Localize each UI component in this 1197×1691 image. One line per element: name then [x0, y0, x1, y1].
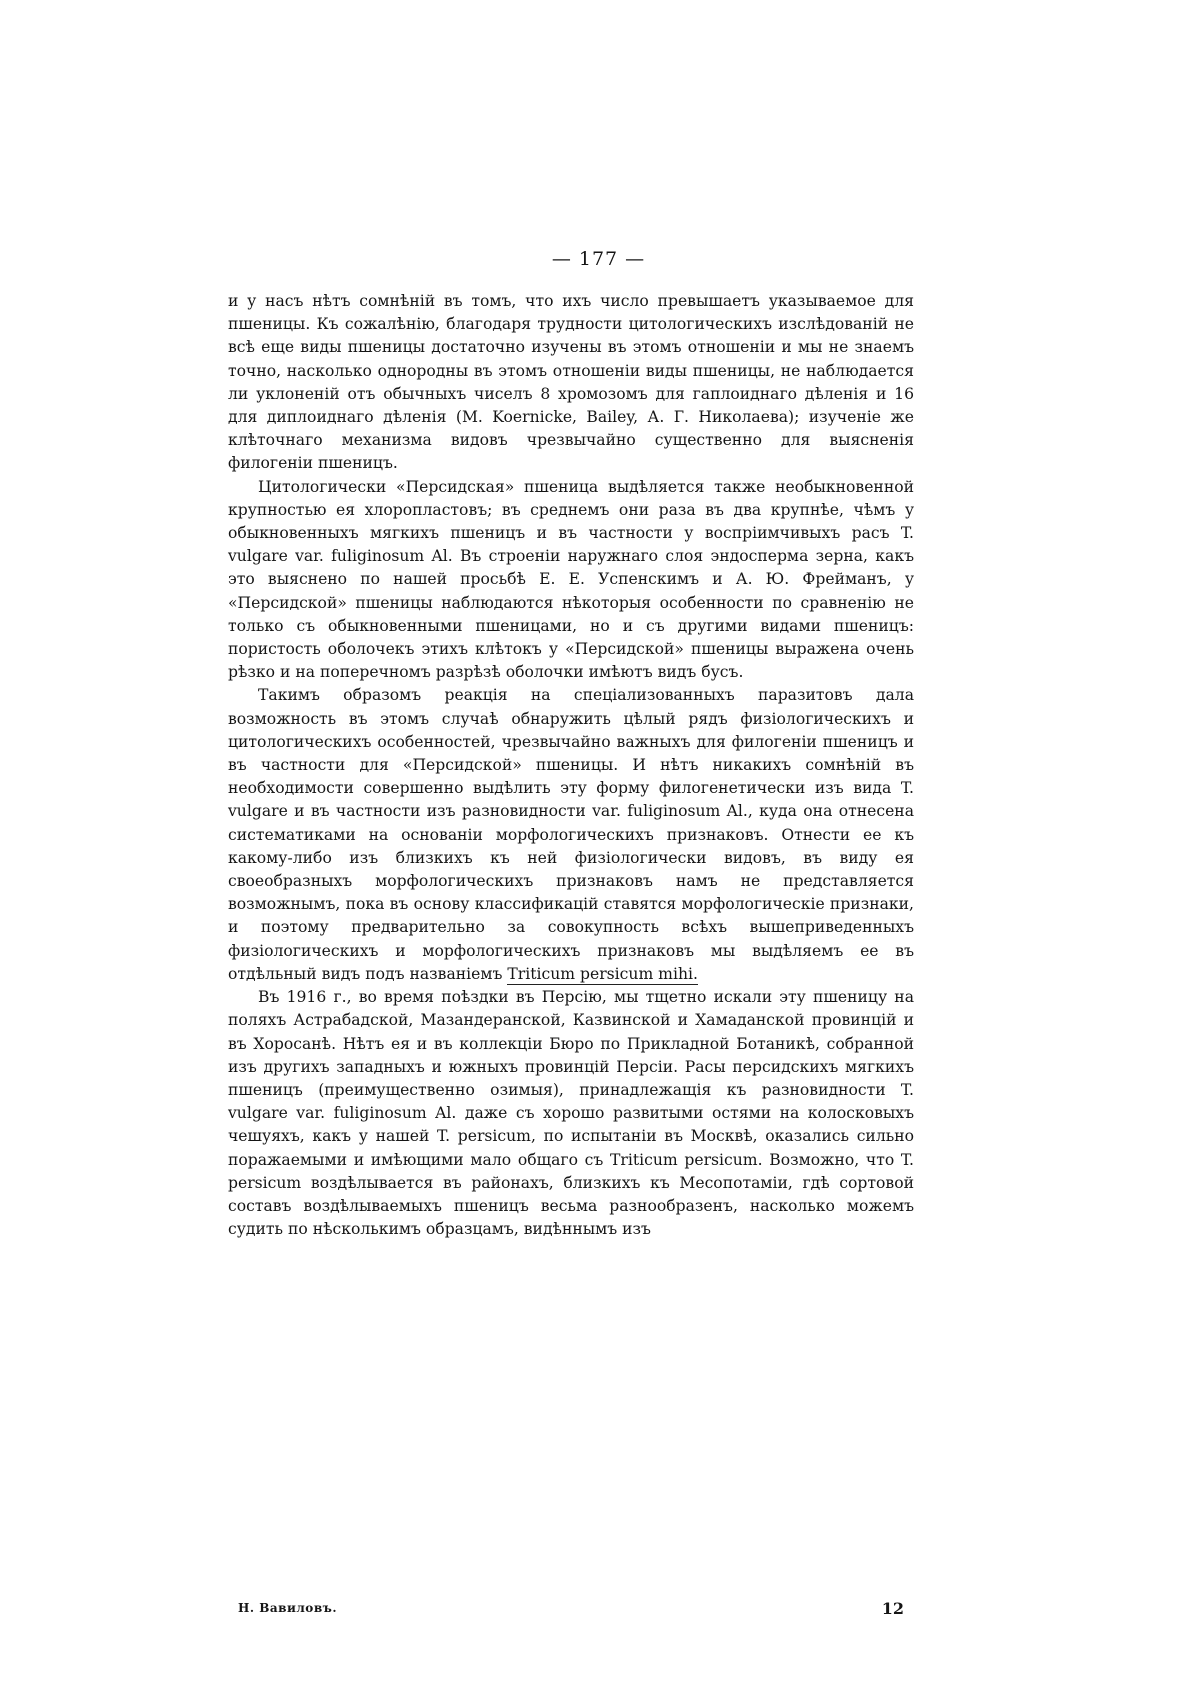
footer-author: Н. Вавиловъ.	[238, 1601, 338, 1615]
page-number: — 177 —	[551, 248, 646, 270]
paragraph-2: Цитологически «Персидская» пшеница выдѣляется также необыкновенной крупностью ея хлоропластовъ; въ среднемъ они раза въ два крупнѣе, чѣмъ у обыкновенныхъ мягкихъ пшеницъ и въ частности у воспріимчивыхъ расъ T. vulgare var. fuliginosum Al. Въ строеніи наружнаго слоя эндосперма зерна, какъ это выяснено по нашей просьбѣ Е. Е. Успенскимъ и А. Ю. Фрейманъ, у «Персидской» пшеницы наблюдаются нѣкоторыя особенности по сравненію не только съ обыкновенными пшеницами, но и съ другими видами пшеницъ: пористость оболочекъ этихъ клѣтокъ у «Персидской» пшеницы выражена очень рѣзко и на поперечномъ разрѣзѣ оболочки имѣютъ видъ бусъ.	[228, 477, 914, 682]
paragraph-4: Въ 1916 г., во время поѣздки въ Персію, мы тщетно искали эту пшеницу на поляхъ Астрабадской, Мазандеранской, Казвинской и Хамаданской провинцій и въ Хоросанѣ. Нѣтъ ея и въ коллекціи Бюро по Прикладной Ботаникѣ, собранной изъ другихъ западныхъ и южныхъ провинцій Персіи. Расы персидскихъ мягкихъ пшеницъ (преимущественно озимыя), принадлежащія къ разновидности T. vulgare var. fuliginosum Al. даже съ хорошо развитыми остями на колосковыхъ чешуяхъ, какъ у нашей T. persicum, по испытаніи въ Москвѣ, оказались сильно поражаемыми и имѣющими мало общаго съ Triticum persicum. Возможно, что T. persicum воздѣлывается въ районахъ, близкихъ къ Месопотаміи, гдѣ сортовой составъ воздѣлываемыхъ пшеницъ весьма разнообразенъ, насколько можемъ судить по нѣсколькимъ образцамъ, видѣннымъ изъ	[228, 988, 914, 1239]
paragraph-3-text: Такимъ образомъ реакція на спеціализованныхъ паразитовъ дала возможность въ этомъ случаѣ обнаружить цѣлый рядъ физіологическихъ и цитологическихъ особенностей, чрезвычайно важныхъ для филогеніи пшеницъ и въ частности для «Персидской» пшеницы. И нѣтъ никакихъ сомнѣній въ необходимости совершенно выдѣлить эту форму филогенетически изъ вида T. vulgare и въ частности изъ разновидности var. fuliginosum Al., куда она отнесена систематиками на основаніи морфологическихъ признаковъ. Отнести ее къ какому-либо изъ близкихъ къ ней физіологически видовъ, въ виду ея своеобразныхъ морфологическихъ признаковъ намъ не представляется возможнымъ, пока въ основу классификацій ставятся морфологическіе признаки, и поэтому предварительно за совокупность всѣхъ вышеприведенныхъ физіологическихъ и морфологическихъ признаковъ мы выдѣляемъ ее въ отдѣльный видъ подъ названіемъ	[228, 686, 914, 983]
paragraph-3	[228, 684, 914, 986]
species-name: Triticum persicum mihi.	[507, 964, 698, 983]
paragraph-1: и у насъ нѣтъ сомнѣній въ томъ, что ихъ число превышаетъ указываемое для пшеницы. Къ сожалѣнію, благодаря трудности цитологическихъ изслѣдованій не всѣ еще виды пшеницы достаточно изучены въ этомъ отношеніи и мы не знаемъ точно, насколько однородны въ этомъ отношеніи виды пшеницы, не наблюдается ли уклоненій отъ обычныхъ чиселъ 8 хромозомъ для гаплоиднаго дѣленія и 16 для диплоиднаго дѣленія (M. Koernicke, Bailey, А. Г. Николаева); изученіе же клѣточнаго механизма видовъ чрезвычайно существенно для выясненія филогеніи пшеницъ.	[228, 292, 914, 473]
signature-mark: 12	[881, 1599, 904, 1618]
body-text	[228, 290, 914, 1241]
